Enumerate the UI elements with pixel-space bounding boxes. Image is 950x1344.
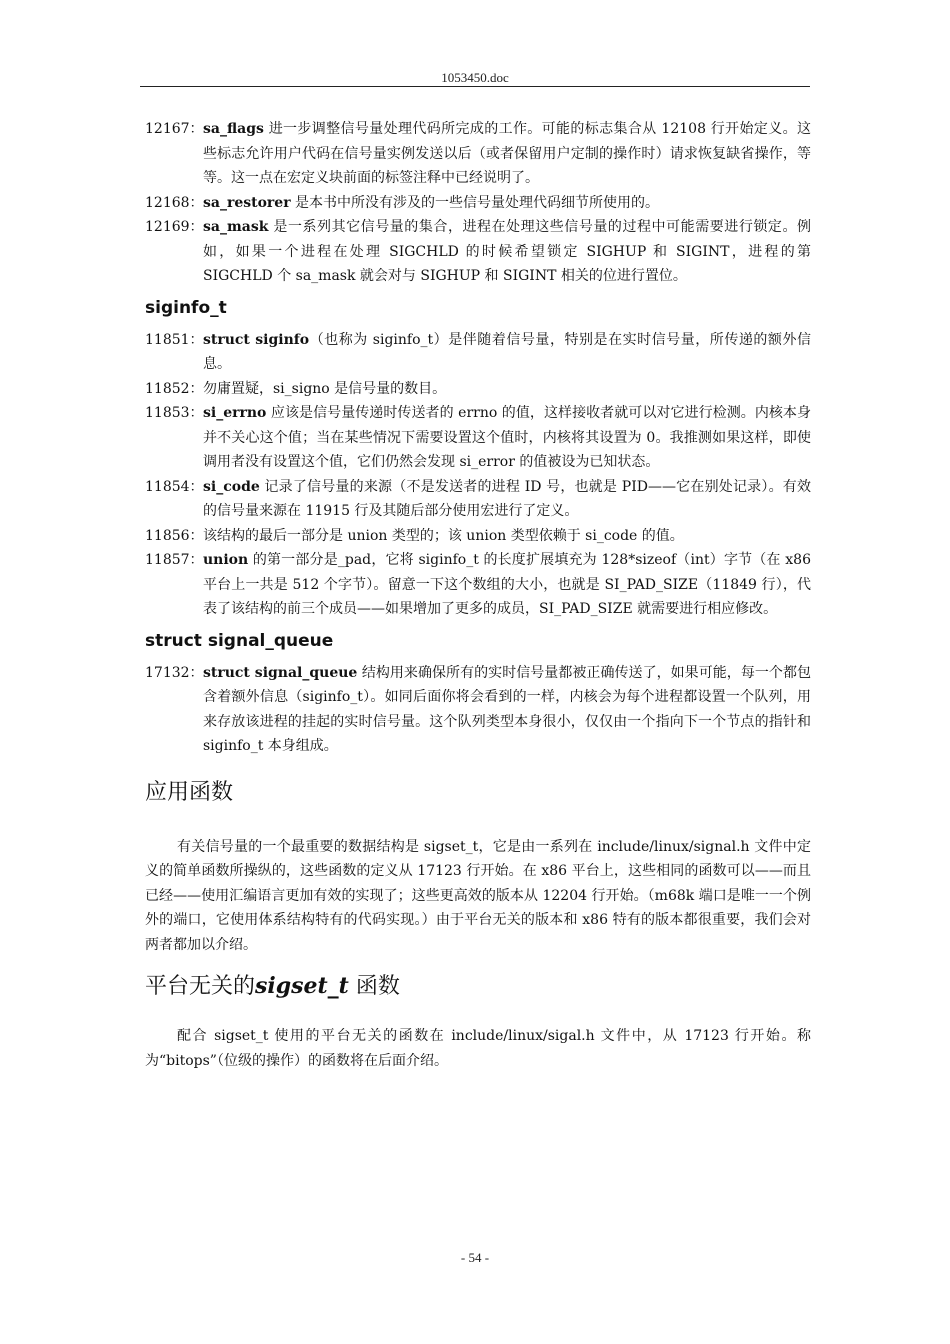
entry-text bbox=[203, 191, 811, 216]
entry-line-number: 11851： bbox=[145, 331, 204, 348]
entry-text bbox=[203, 401, 811, 475]
paragraph-app-functions: 有关信号量的一个最重要的数据结构是 sigset_t，它是由一系列在 include/linux/signal.h 文件中定义的简单函数所操纵的，这些函数的定义从 17123 行开始。在 x86 平台上，这些相同的函数可以——而且已经——使用汇编语言更加有效的实现了；这些更高效的版本从 12204 行开始。（m68k 端口是唯一一个例外的端口，它使用体系结构特有的代码实现。）由于平台无关的版本和 x86 特有的版本都很重要，我们会对两者都加以介绍。 bbox=[145, 838, 811, 953]
entry-description: 是一系列其它信号量的集合，进程在处理这些信号量的过程中可能需要进行锁定。例如，如果一个进程在处理 SIGCHLD 的时候希望锁定 SIGHUP 和 SIGINT，进程的第 SIGCHLD 个 sa_mask 就会对与 SIGHUP 和 SIGINT 相关的位进行置位。 bbox=[203, 219, 811, 284]
entry-list-signal-queue bbox=[145, 661, 811, 759]
entry-text bbox=[203, 377, 811, 402]
entry-list-sigaction bbox=[145, 117, 811, 289]
entry-text bbox=[203, 215, 811, 289]
entry-item bbox=[145, 377, 811, 402]
entry-keyword: sa_mask bbox=[203, 219, 269, 235]
entry-line-number: 11857： bbox=[145, 552, 204, 568]
entry-line-number: 12169： bbox=[145, 219, 204, 235]
entry-description: 进一步调整信号量处理代码所完成的工作。可能的标志集合从 12108 行开始定义。这些标志允许用户代码在信号量实例发送以后（或者保留用户定制的操作时）请求恢复缺省操作，等等。这一点在宏定义块前面的标签注释中已经说明了。 bbox=[203, 121, 811, 186]
entry-description: 该结构的最后一部分是 union 类型的；该 union 类型依赖于 si_code 的值。 bbox=[203, 527, 684, 544]
entry-keyword: si_errno bbox=[203, 405, 267, 421]
subheading-signal-queue: struct signal_queue bbox=[145, 630, 334, 651]
entry-item bbox=[145, 475, 811, 524]
paragraph-sigset: 配合 sigset_t 使用的平台无关的函数在 include/linux/sigal.h 文件中，从 17123 行开始。称为“bitops”（位级的操作）的函数将在后面介绍。 bbox=[145, 1028, 811, 1069]
entry-text bbox=[203, 117, 811, 191]
page-header: 1053450.doc bbox=[441, 70, 509, 85]
entry-line-number: 11852： bbox=[145, 380, 204, 397]
section-heading-app-functions: 应用函数 bbox=[145, 779, 234, 805]
subheading-siginfo: siginfo_t bbox=[145, 297, 227, 318]
entry-item bbox=[145, 215, 811, 289]
entry-text bbox=[203, 475, 811, 524]
entry-description: 勿庸置疑，si_signo 是信号量的数目。 bbox=[203, 380, 447, 397]
entry-line-number: 11854： bbox=[145, 478, 204, 495]
entry-list-siginfo bbox=[145, 328, 811, 622]
entry-keyword: struct siginfo bbox=[203, 331, 310, 348]
entry-item bbox=[145, 524, 811, 549]
entry-text bbox=[203, 661, 811, 759]
entry-item bbox=[145, 661, 811, 759]
entry-text bbox=[203, 524, 811, 549]
entry-description: （也称为 siginfo_t）是伴随着信号量，特别是在实时信号量，所传递的额外信息。 bbox=[203, 331, 811, 372]
heading-suffix: 函数 bbox=[348, 974, 400, 999]
entry-description: 记录了信号量的来源（不是发送者的进程 ID 号，也就是 PID——它在别处记录）。有效的信号量来源在 11915 行及其随后部分使用宏进行了定义。 bbox=[203, 478, 811, 519]
entry-keyword: struct signal_queue bbox=[203, 664, 358, 681]
entry-line-number: 11856： bbox=[145, 527, 204, 544]
entry-line-number: 12167： bbox=[145, 121, 204, 137]
entry-keyword: sa_restorer bbox=[203, 194, 291, 211]
entry-item bbox=[145, 401, 811, 475]
section-heading-sigset bbox=[145, 969, 811, 1004]
entry-item bbox=[145, 328, 811, 377]
entry-text bbox=[203, 328, 811, 377]
entry-item bbox=[145, 191, 811, 216]
page-content bbox=[145, 117, 811, 1073]
entry-description: 是本书中所没有涉及的一些信号量处理代码细节所使用的。 bbox=[290, 194, 660, 211]
entry-line-number: 17132： bbox=[145, 664, 204, 681]
entry-item bbox=[145, 117, 811, 191]
entry-line-number: 11853： bbox=[145, 405, 204, 421]
heading-prefix: 平台无关的 bbox=[145, 974, 256, 999]
page-footer: - 54 - bbox=[460, 1250, 490, 1265]
entry-line-number: 12168： bbox=[145, 194, 204, 211]
heading-italic: sigset_t bbox=[255, 973, 349, 999]
entry-keyword: union bbox=[203, 552, 249, 568]
entry-keyword: si_code bbox=[203, 478, 260, 495]
entry-description: 应该是信号量传递时传送者的 errno 的值，这样接收者就可以对它进行检测。内核本身并不关心这个值；当在某些情况下需要设置这个值时，内核将其设置为 0。我推测如果这样，即使调用者没有设置这个值，它们仍然会发现 si_error 的值被设为已知状态。 bbox=[203, 405, 811, 470]
entry-description: 的第一部分是_pad，它将 siginfo_t 的长度扩展填充为 128*sizeof（int）字节（在 x86 平台上一共是 512 个字节）。留意一下这个数组的大小，也就是 SI_PAD_SIZE（11849 行），代表了该结构的前三个成员——如果增加了更多的成员，SI_PAD_SIZE 就需要进行相应修改。 bbox=[203, 552, 811, 617]
header-rule bbox=[140, 86, 810, 87]
entry-text bbox=[203, 548, 811, 622]
entry-item bbox=[145, 548, 811, 622]
entry-keyword: sa_flags bbox=[203, 121, 264, 137]
entry-description: 结构用来确保所有的实时信号量都被正确传送了，如果可能，每一个都包含着额外信息（siginfo_t）。如同后面你将会看到的一样，内核会为每个进程都设置一个队列，用来存放该进程的挂起的实时信号量。这个队列类型本身很小，仅仅由一个指向下一个节点的指针和 siginfo_t 本身组成。 bbox=[203, 664, 811, 754]
